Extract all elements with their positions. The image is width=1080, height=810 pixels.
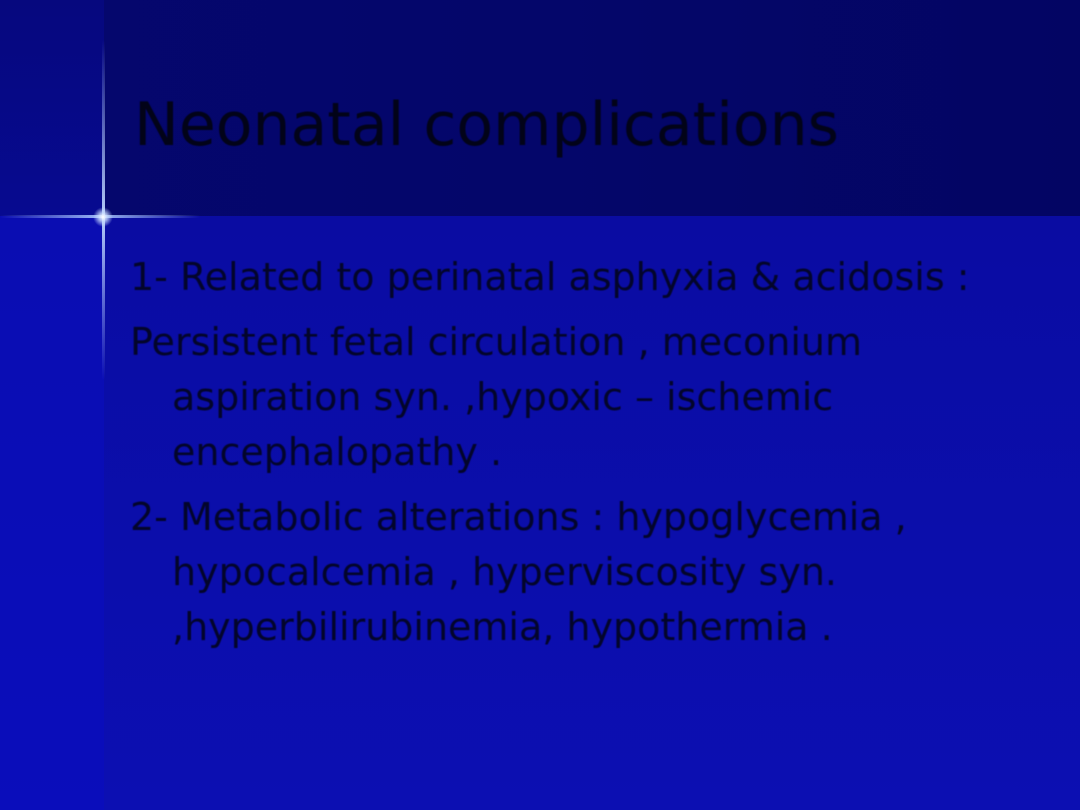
light-flare-star-icon xyxy=(93,207,113,227)
left-panel-top xyxy=(0,0,104,216)
slide-body xyxy=(130,250,1030,665)
slide-title: Neonatal complications xyxy=(134,90,839,160)
paragraph-fetal-circulation: Persistent fetal circulation , meconium aspiration syn. ,hypoxic – ischemic encephalopathy . xyxy=(130,320,863,474)
paragraph-asphyxia: 1- Related to perinatal asphyxia & acidosis : xyxy=(130,255,970,299)
paragraph-metabolic: 2- Metabolic alterations : hypoglycemia , hypocalcemia , hyperviscosity syn. ,hyperbilirubinemia, hypothermia . xyxy=(130,495,907,649)
left-panel xyxy=(0,216,104,810)
